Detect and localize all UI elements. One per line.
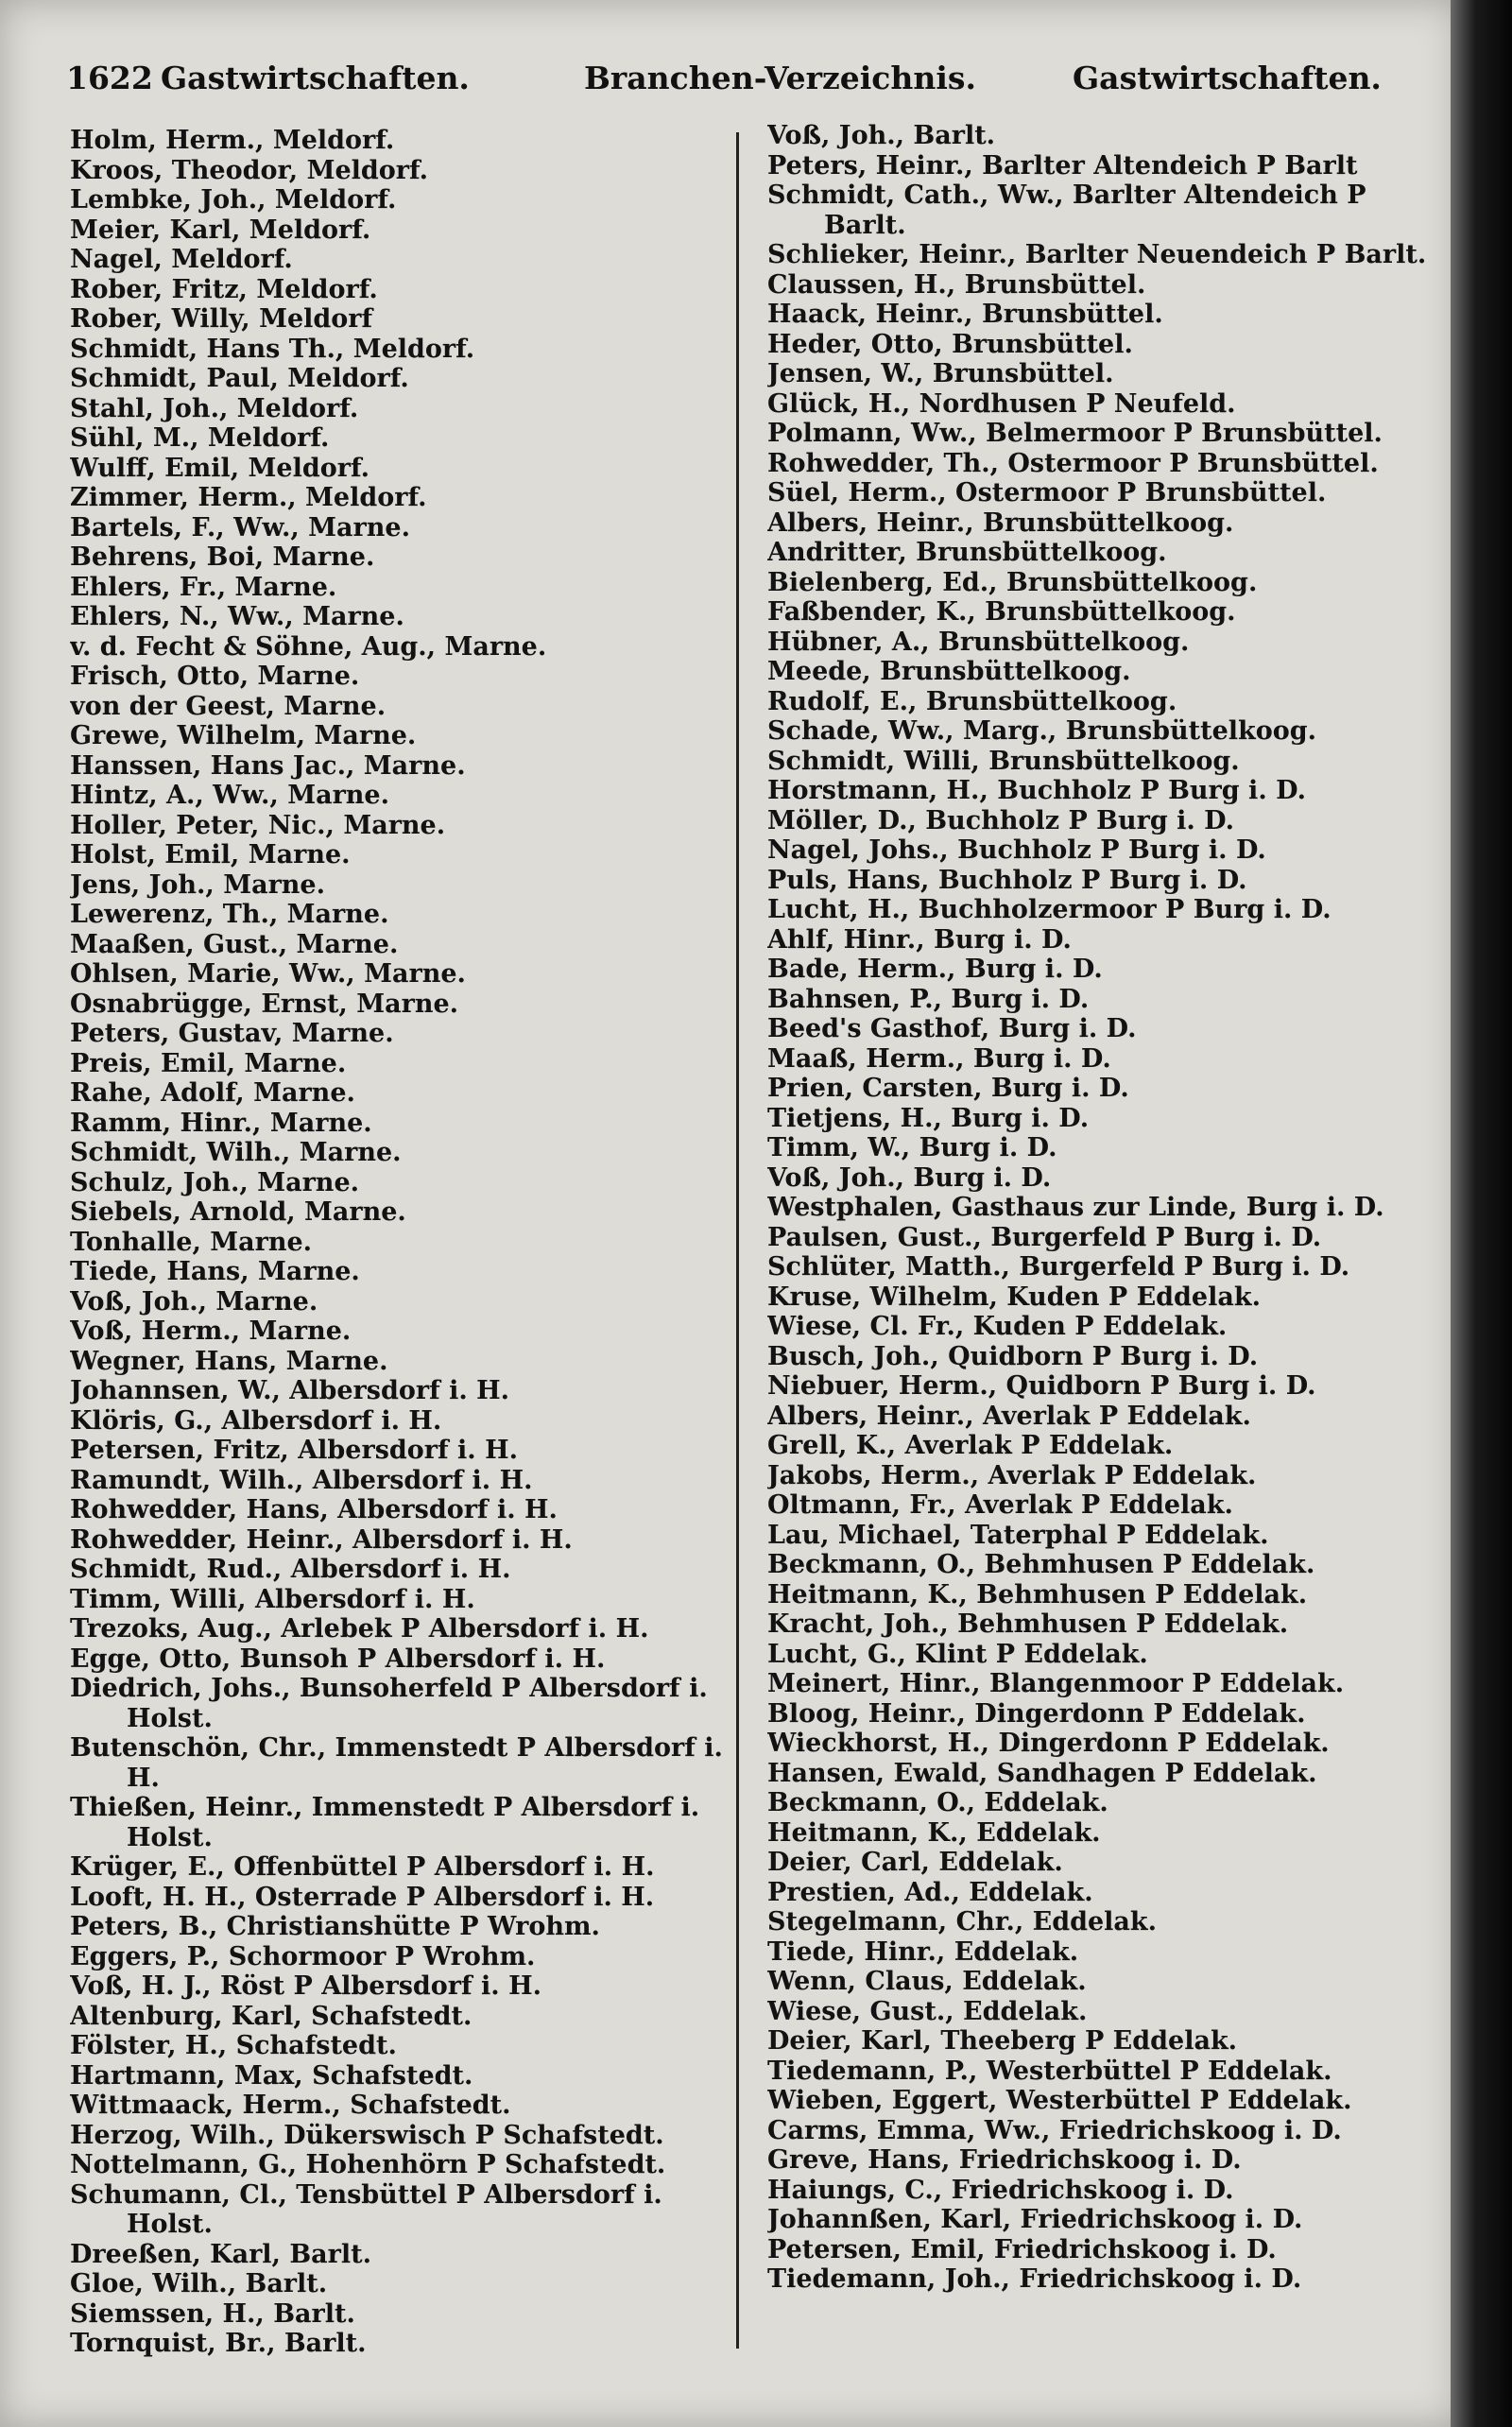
directory-entry: Prestien, Ad., Eddelak. [767,1877,1093,1907]
directory-entry: Bahnsen, P., Burg i. D. [767,984,1090,1014]
directory-entry: Johannsen, W., Albersdorf i. H. [70,1376,510,1405]
directory-entry: Schmidt, Rud., Albersdorf i. H. [70,1555,511,1584]
directory-entry: Tonhalle, Marne. [70,1227,313,1257]
directory-entry: Paulsen, Gust., Burgerfeld P Burg i. D. [767,1222,1322,1252]
directory-entry: Behrens, Boi, Marne. [70,542,375,572]
directory-entry: Stahl, Joh., Meldorf. [70,393,359,423]
directory-entry: Osnabrügge, Ernst, Marne. [70,989,459,1019]
directory-entry: Dreeßen, Karl, Barlt. [70,2239,372,2269]
directory-entry: Wieben, Eggert, Westerbüttel P Eddelak. [767,2086,1352,2115]
directory-entry: Rober, Willy, Meldorf [70,304,373,334]
directory-entry: Jensen, W., Brunsbüttel. [767,359,1114,388]
directory-entry: Rohwedder, Th., Ostermoor P Brunsbüttel. [767,448,1379,478]
directory-entry: Wenn, Claus, Eddelak. [767,1967,1087,1996]
directory-entry: Trezoks, Aug., Arlebek P Albersdorf i. H. [70,1614,649,1644]
directory-entry: Puls, Hans, Buchholz P Burg i. D. [767,865,1247,895]
directory-entry: Kruse, Wilhelm, Kuden P Eddelak. [767,1282,1261,1312]
directory-entry: Bartels, F., Ww., Marne. [70,512,410,542]
directory-entry: Kracht, Joh., Behmhusen P Eddelak. [767,1609,1289,1639]
directory-entry: Petersen, Emil, Friedrichskoog i. D. [767,2234,1277,2264]
directory-entry: Haack, Heinr., Brunsbüttel. [767,300,1163,329]
directory-entry: Beed's Gasthof, Burg i. D. [767,1014,1137,1043]
right-column-list [767,121,1438,2295]
directory-entry: Ramundt, Wilh., Albersdorf i. H. [70,1465,533,1495]
directory-entry: Meede, Brunsbüttelkoog. [767,657,1131,686]
directory-entry: Herzog, Wilh., Dükerswisch P Schafstedt. [70,2120,664,2150]
directory-entry: Lucht, H., Buchholzermoor P Burg i. D. [767,895,1332,924]
directory-entry: Eggers, P., Schormoor P Wrohm. [70,1941,536,1971]
directory-entry: Nagel, Meldorf. [70,245,293,274]
directory-entry: Greve, Hans, Friedrichskoog i. D. [767,2145,1242,2175]
directory-entry: Ohlsen, Marie, Ww., Marne. [70,959,466,989]
directory-entry: Timm, W., Burg i. D. [767,1133,1057,1162]
directory-entry: Wulff, Emil, Meldorf. [70,453,370,483]
directory-entry: Faßbender, K., Brunsbüttelkoog. [767,597,1236,627]
directory-entry: Maaß, Herm., Burg i. D. [767,1043,1111,1074]
directory-entry: Holm, Herm., Meldorf. [70,126,395,155]
directory-entry: Altenburg, Karl, Schafstedt. [70,2001,472,2031]
directory-entry: Johannßen, Karl, Friedrichskoog i. D. [767,2205,1303,2234]
directory-entry: Tiedemann, P., Westerbüttel P Eddelak. [767,2056,1332,2086]
directory-entry: Polmann, Ww., Belmermoor P Brunsbüttel. [767,419,1383,448]
directory-entry: Meinert, Hinr., Blangenmoor P Eddelak. [767,1669,1345,1698]
directory-entry: Jakobs, Herm., Averlak P Eddelak. [767,1460,1257,1490]
directory-entry: Tiede, Hinr., Eddelak. [767,1936,1079,1967]
directory-entry: Schmidt, Willi, Brunsbüttelkoog. [767,746,1240,776]
directory-entry: Heitmann, K., Behmhusen P Eddelak. [767,1579,1308,1609]
directory-entry: Süel, Herm., Ostermoor P Brunsbüttel. [767,478,1327,508]
directory-entry: Rohwedder, Hans, Albersdorf i. H. [70,1495,558,1524]
directory-entry: Fölster, H., Schafstedt. [70,2031,397,2060]
directory-entry: Hanssen, Hans Jac., Marne. [70,750,466,781]
center-running-title: Branchen-Verzeichnis. [584,60,976,96]
directory-entry: Schmidt, Paul, Meldorf. [70,364,409,393]
directory-entry: Ahlf, Hinr., Burg i. D. [767,924,1072,955]
directory-entry: Klöris, G., Albersdorf i. H. [70,1405,442,1436]
directory-entry: Grewe, Wilhelm, Marne. [70,721,417,750]
directory-entry: von der Geest, Marne. [70,691,387,721]
directory-entry: Hübner, A., Brunsbüttelkoog. [767,627,1190,657]
directory-entry: Schmidt, Hans Th., Meldorf. [70,334,475,364]
page-header [66,55,1382,102]
directory-entry: Wittmaack, Herm., Schafstedt. [70,2091,511,2120]
directory-entry: Frisch, Otto, Marne. [70,662,360,691]
directory-entry: Schmidt, Cath., Ww., Barlter Altendeich P Barlt. [767,181,1366,240]
directory-entry: Gloe, Wilh., Barlt. [70,2269,328,2298]
directory-entry: Schade, Ww., Marg., Brunsbüttelkoog. [767,716,1317,746]
directory-entry: Wiese, Cl. Fr., Kuden P Eddelak. [767,1312,1228,1341]
directory-entry: Bloog, Heinr., Dingerdonn P Eddelak. [767,1698,1306,1729]
directory-entry: Tiedemann, Joh., Friedrichskoog i. D. [767,2264,1302,2294]
directory-entry: Thießen, Heinr., Immenstedt P Albersdorf i. Holst. [70,1793,700,1852]
directory-entry: Schumann, Cl., Tensbüttel P Albersdorf i. Holst. [70,2179,662,2239]
directory-entry: Westphalen, Gasthaus zur Linde, Burg i. D. [767,1193,1384,1222]
directory-entry: Rober, Fritz, Meldorf. [70,274,378,304]
directory-entry: Looft, H. H., Osterrade P Albersdorf i. H. [70,1882,655,1912]
right-running-title: Gastwirtschaften. [1073,60,1382,96]
directory-entry: Zimmer, Herm., Meldorf. [70,483,427,512]
directory-entry: Holst, Emil, Marne. [70,840,351,869]
directory-entry: Schulz, Joh., Marne. [70,1167,360,1197]
directory-entry: Ehlers, Fr., Marne. [70,572,337,602]
directory-entry: Niebuer, Herm., Quidborn P Burg i. D. [767,1371,1316,1401]
directory-entry: Kroos, Theodor, Meldorf. [70,155,429,185]
directory-entry: Beckmann, O., Behmhusen P Eddelak. [767,1550,1315,1579]
directory-entry: Voß, Joh., Barlt. [767,121,996,150]
directory-entry: Siemssen, H., Barlt. [70,2298,355,2329]
directory-entry: Peters, Gustav, Marne. [70,1019,394,1048]
directory-entry: Schlieker, Heinr., Barlter Neuendeich P Barlt. [767,240,1427,269]
directory-entry: Siebels, Arnold, Marne. [70,1197,406,1227]
directory-entry: Bade, Herm., Burg i. D. [767,955,1103,984]
directory-entry: Stegelmann, Chr., Eddelak. [767,1907,1158,1936]
directory-entry: Nottelmann, G., Hohenhörn P Schafstedt. [70,2150,666,2179]
directory-entry: Meier, Karl, Meldorf. [70,215,371,245]
directory-entry: Sühl, M., Meldorf. [70,423,330,453]
left-column-list [70,126,736,2359]
directory-entry: Ramm, Hinr., Marne. [70,1108,372,1138]
directory-entry: Schmidt, Wilh., Marne. [70,1138,402,1167]
directory-entry: Haiungs, C., Friedrichskoog i. D. [767,2175,1234,2205]
directory-entry: Oltmann, Fr., Averlak P Eddelak. [767,1490,1233,1520]
left-running-title: Gastwirtschaften. [161,60,470,96]
directory-entry: Lucht, G., Klint P Eddelak. [767,1639,1148,1669]
directory-entry: Peters, B., Christianshütte P Wrohm. [70,1912,600,1941]
directory-entry: Heder, Otto, Brunsbüttel. [767,329,1133,359]
directory-entry: Wieckhorst, H., Dingerdonn P Eddelak. [767,1729,1330,1758]
directory-entry: Krüger, E., Offenbüttel P Albersdorf i. H. [70,1852,655,1882]
directory-entry: Deier, Karl, Theeberg P Eddelak. [767,2026,1238,2056]
directory-entry: Voß, Joh., Burg i. D. [767,1162,1052,1193]
directory-entry: Grell, K., Averlak P Eddelak. [767,1431,1174,1460]
directory-entry: Bielenberg, Ed., Brunsbüttelkoog. [767,567,1258,597]
directory-entry: Maaßen, Gust., Marne. [70,929,399,959]
directory-entry: Deier, Carl, Eddelak. [767,1848,1063,1877]
column-divider [736,132,739,2349]
directory-entry: Heitmann, K., Eddelak. [767,1817,1101,1848]
directory-entry: Egge, Otto, Bunsoh P Albersdorf i. H. [70,1644,606,1674]
directory-entry: Nagel, Johs., Buchholz P Burg i. D. [767,835,1266,865]
directory-entry: Möller, D., Buchholz P Burg i. D. [767,805,1235,835]
directory-entry: Albers, Heinr., Averlak P Eddelak. [767,1401,1251,1431]
directory-entry: Wegner, Hans, Marne. [70,1346,388,1376]
directory-entry: v. d. Fecht & Söhne, Aug., Marne. [70,631,547,662]
directory-entry: Busch, Joh., Quidborn P Burg i. D. [767,1341,1259,1371]
directory-entry: Tiede, Hans, Marne. [70,1257,360,1286]
directory-entry: Hartmann, Max, Schafstedt. [70,2060,473,2091]
directory-entry: Diedrich, Johs., Bunsoherfeld P Albersdorf i. Holst. [70,1674,708,1733]
directory-entry: Claussen, H., Brunsbüttel. [767,269,1146,300]
directory-entry: Hintz, A., Ww., Marne. [70,781,390,810]
directory-entry: Horstmann, H., Buchholz P Burg i. D. [767,776,1306,805]
directory-entry: Lewerenz, Th., Marne. [70,900,389,929]
page-number: 1622 [66,60,153,96]
directory-entry: Carms, Emma, Ww., Friedrichskoog i. D. [767,2115,1342,2145]
directory-entry: Andritter, Brunsbüttelkoog. [767,538,1167,567]
directory-entry: Prien, Carsten, Burg i. D. [767,1074,1129,1103]
directory-entry: Jens, Joh., Marne. [70,869,326,900]
directory-entry: Lembke, Joh., Meldorf. [70,185,397,215]
directory-entry: Lau, Michael, Taterphal P Eddelak. [767,1520,1269,1550]
directory-entry: Preis, Emil, Marne. [70,1048,347,1078]
directory-entry: Glück, H., Nordhusen P Neufeld. [767,388,1236,419]
directory-entry: Voß, H. J., Röst P Albersdorf i. H. [70,1971,541,2001]
directory-entry: Petersen, Fritz, Albersdorf i. H. [70,1436,519,1465]
directory-entry: Voß, Herm., Marne. [70,1317,352,1346]
directory-entry: Peters, Heinr., Barlter Altendeich P Barlt [767,150,1358,181]
directory-entry: Beckmann, O., Eddelak. [767,1788,1108,1817]
directory-entry: Rudolf, E., Brunsbüttelkoog. [767,686,1177,716]
directory-entry: Timm, Willi, Albersdorf i. H. [70,1584,475,1614]
directory-entry: Wiese, Gust., Eddelak. [767,1996,1088,2026]
directory-entry: Tietjens, H., Burg i. D. [767,1103,1090,1133]
directory-entry: Hansen, Ewald, Sandhagen P Eddelak. [767,1758,1317,1788]
directory-entry: Holler, Peter, Nic., Marne. [70,810,446,840]
directory-entry: Albers, Heinr., Brunsbüttelkoog. [767,508,1234,538]
directory-entry: Tornquist, Br., Barlt. [70,2329,367,2358]
directory-entry: Butenschön, Chr., Immenstedt P Albersdorf i. H. [70,1733,723,1793]
directory-entry: Voß, Joh., Marne. [70,1286,318,1317]
directory-entry: Schlüter, Matth., Burgerfeld P Burg i. D. [767,1252,1350,1282]
directory-entry: Ehlers, N., Ww., Marne. [70,602,404,631]
directory-entry: Rohwedder, Heinr., Albersdorf i. H. [70,1524,573,1555]
directory-entry: Rahe, Adolf, Marne. [70,1078,355,1108]
page-edge-shadow [1451,0,1512,2427]
